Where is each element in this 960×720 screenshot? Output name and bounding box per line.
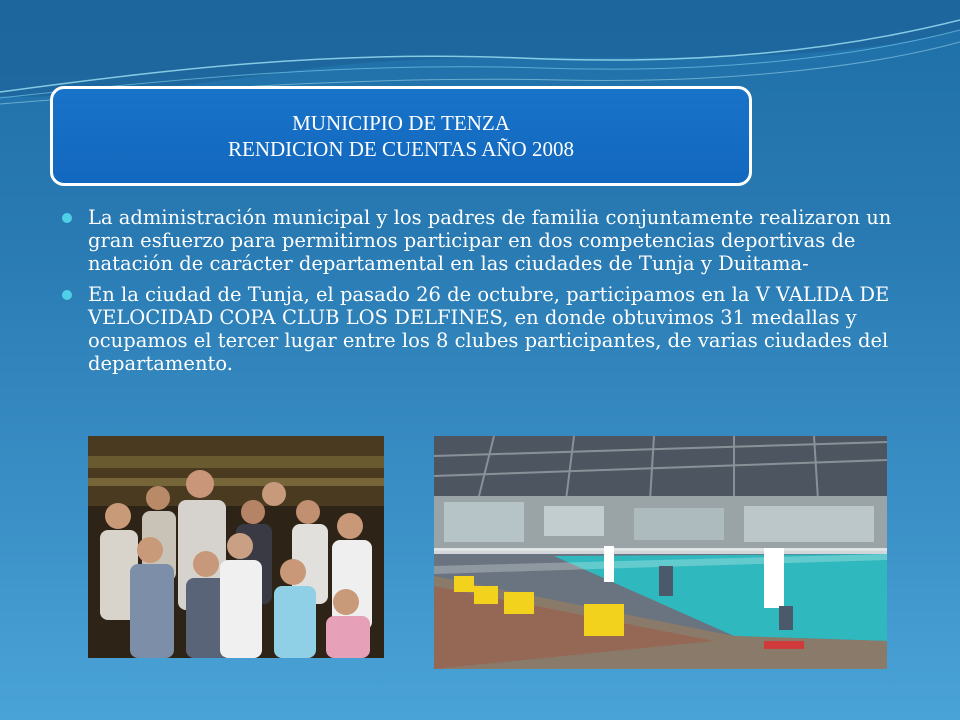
bullet-dot-icon	[62, 290, 72, 300]
bullet-text: La administración municipal y los padres de familia conjuntamente realizaron un gran esfuerzo para permitirnos participar en dos competencias deportivas de natación de carácter departamental en las ciudades de Tunja y Duitama-	[88, 206, 892, 275]
title-line-2: RENDICION DE CUENTAS AÑO 2008	[228, 137, 574, 161]
photo-swimmers-group	[88, 436, 384, 658]
bullet-item	[60, 206, 910, 275]
bullet-dot-icon	[62, 213, 72, 223]
title-box	[50, 86, 752, 186]
title-line-1: MUNICIPIO DE TENZA	[292, 111, 510, 135]
bullet-list	[60, 206, 910, 383]
photo-swimming-pool	[434, 436, 887, 669]
bullet-text: En la ciudad de Tunja, el pasado 26 de octubre, participamos en la V VALIDA DE VELOCIDAD COPA CLUB LOS DELFINES, en donde obtuvimos 31 medallas y ocupamos el tercer lugar entre los 8 clubes participantes, de varias ciudades del departamento.	[88, 283, 890, 375]
bullet-item	[60, 283, 910, 375]
